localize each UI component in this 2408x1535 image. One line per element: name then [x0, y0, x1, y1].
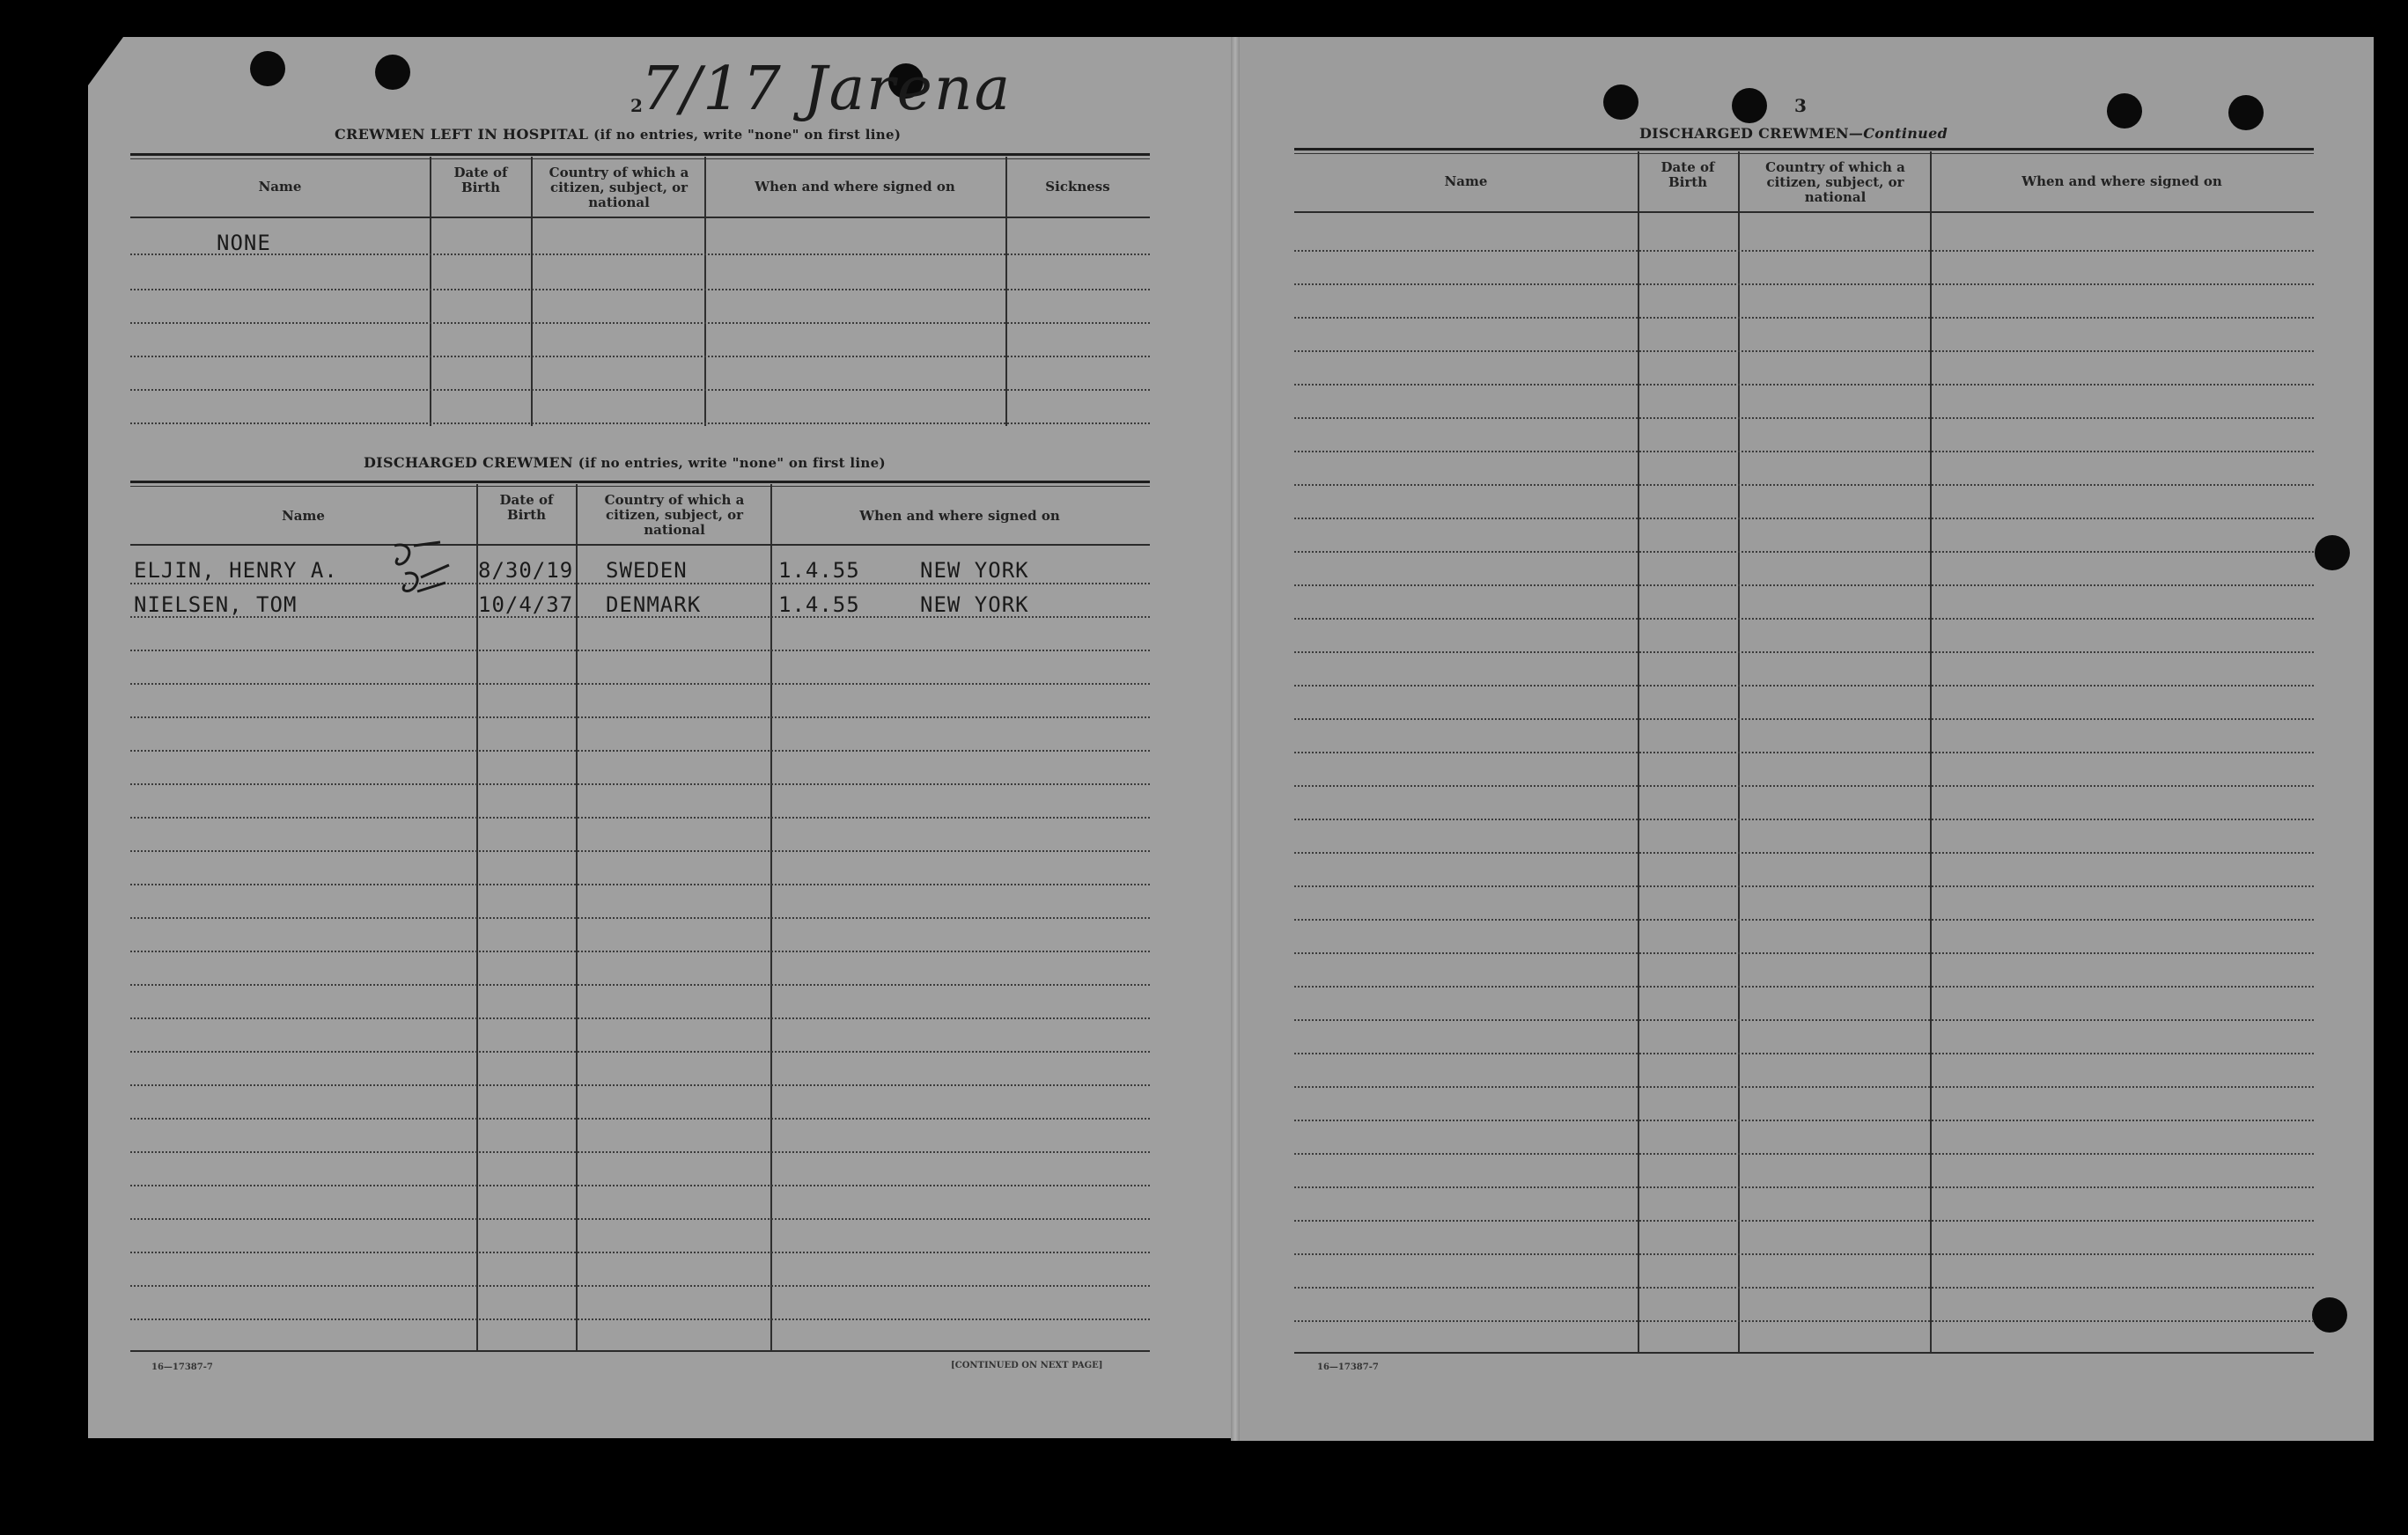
- right-title-suffix: —Continued: [1848, 125, 1948, 142]
- discharged-col-signed: When and where signed on: [859, 508, 1060, 524]
- crewman-country: DENMARK: [606, 592, 702, 617]
- signed-date: 1.4.55: [778, 558, 860, 583]
- discharged-title-note: (if no entries, write "none" on first line): [578, 455, 886, 471]
- punch-hole: [250, 51, 285, 86]
- discharged-col-country: Country of which a citizen, subject, or national: [604, 492, 745, 538]
- hospital-section-title: [335, 126, 901, 143]
- punch-hole: [2107, 93, 2142, 129]
- crewman-name: NIELSEN, TOM: [134, 592, 298, 617]
- form-number-right: 16—17387-7: [1317, 1362, 1379, 1372]
- hospital-title-note: (if no entries, write "none" on first line): [593, 127, 902, 143]
- discharged-title-text: DISCHARGED CREWMEN: [364, 454, 573, 471]
- crewman-name: ELJIN, HENRY A.: [134, 558, 338, 583]
- signed-date: 1.4.55: [778, 592, 860, 617]
- punch-hole: [1603, 84, 1638, 120]
- torn-corner: [88, 37, 123, 85]
- punch-hole: [375, 55, 410, 90]
- right-title-text: DISCHARGED CREWMEN: [1639, 125, 1849, 142]
- crewman-birth: 10/4/37: [478, 592, 574, 617]
- page-fold: [1231, 37, 1240, 1441]
- handwritten-note: 7/17 Jarena: [641, 55, 1013, 124]
- page-number-left: 2: [630, 95, 643, 116]
- page-number-right: 3: [1794, 95, 1807, 116]
- right-col-birth: Date of Birth: [1661, 159, 1715, 190]
- right-col-signed: When and where signed on: [2021, 173, 2222, 189]
- hospital-col-country: Country of which a citizen, subject, or national: [549, 165, 689, 210]
- discharged-col-birth: Date of Birth: [499, 492, 554, 523]
- discharged-section-title: [364, 454, 886, 471]
- hospital-title-text: CREWMEN LEFT IN HOSPITAL: [335, 126, 589, 143]
- right-col-country: Country of which a citizen, subject, or national: [1765, 159, 1905, 205]
- signed-place: NEW YORK: [920, 592, 1029, 617]
- handwritten-initials-mark: [387, 539, 475, 613]
- right-col-name: Name: [1444, 173, 1488, 189]
- punch-hole: [2315, 535, 2350, 570]
- punch-hole: [2312, 1297, 2347, 1333]
- continued-note: [CONTINUED ON NEXT PAGE]: [951, 1361, 1103, 1370]
- hospital-entry-name: NONE: [217, 231, 271, 255]
- hospital-col-sickness: Sickness: [1045, 179, 1110, 195]
- crewman-country: SWEDEN: [606, 558, 688, 583]
- crewman-birth: 8/30/19: [478, 558, 574, 583]
- hospital-col-signed: When and where signed on: [755, 179, 955, 195]
- hospital-col-birth: Date of Birth: [453, 165, 508, 195]
- punch-hole: [1732, 88, 1767, 123]
- hospital-col-name: Name: [258, 179, 302, 195]
- right-page: [1235, 37, 2374, 1441]
- discharged-continued-title: [1639, 125, 1948, 142]
- punch-hole: [2228, 95, 2264, 130]
- signed-place: NEW YORK: [920, 558, 1029, 583]
- discharged-col-name: Name: [282, 508, 325, 524]
- form-number-left: 16—17387-7: [151, 1362, 213, 1372]
